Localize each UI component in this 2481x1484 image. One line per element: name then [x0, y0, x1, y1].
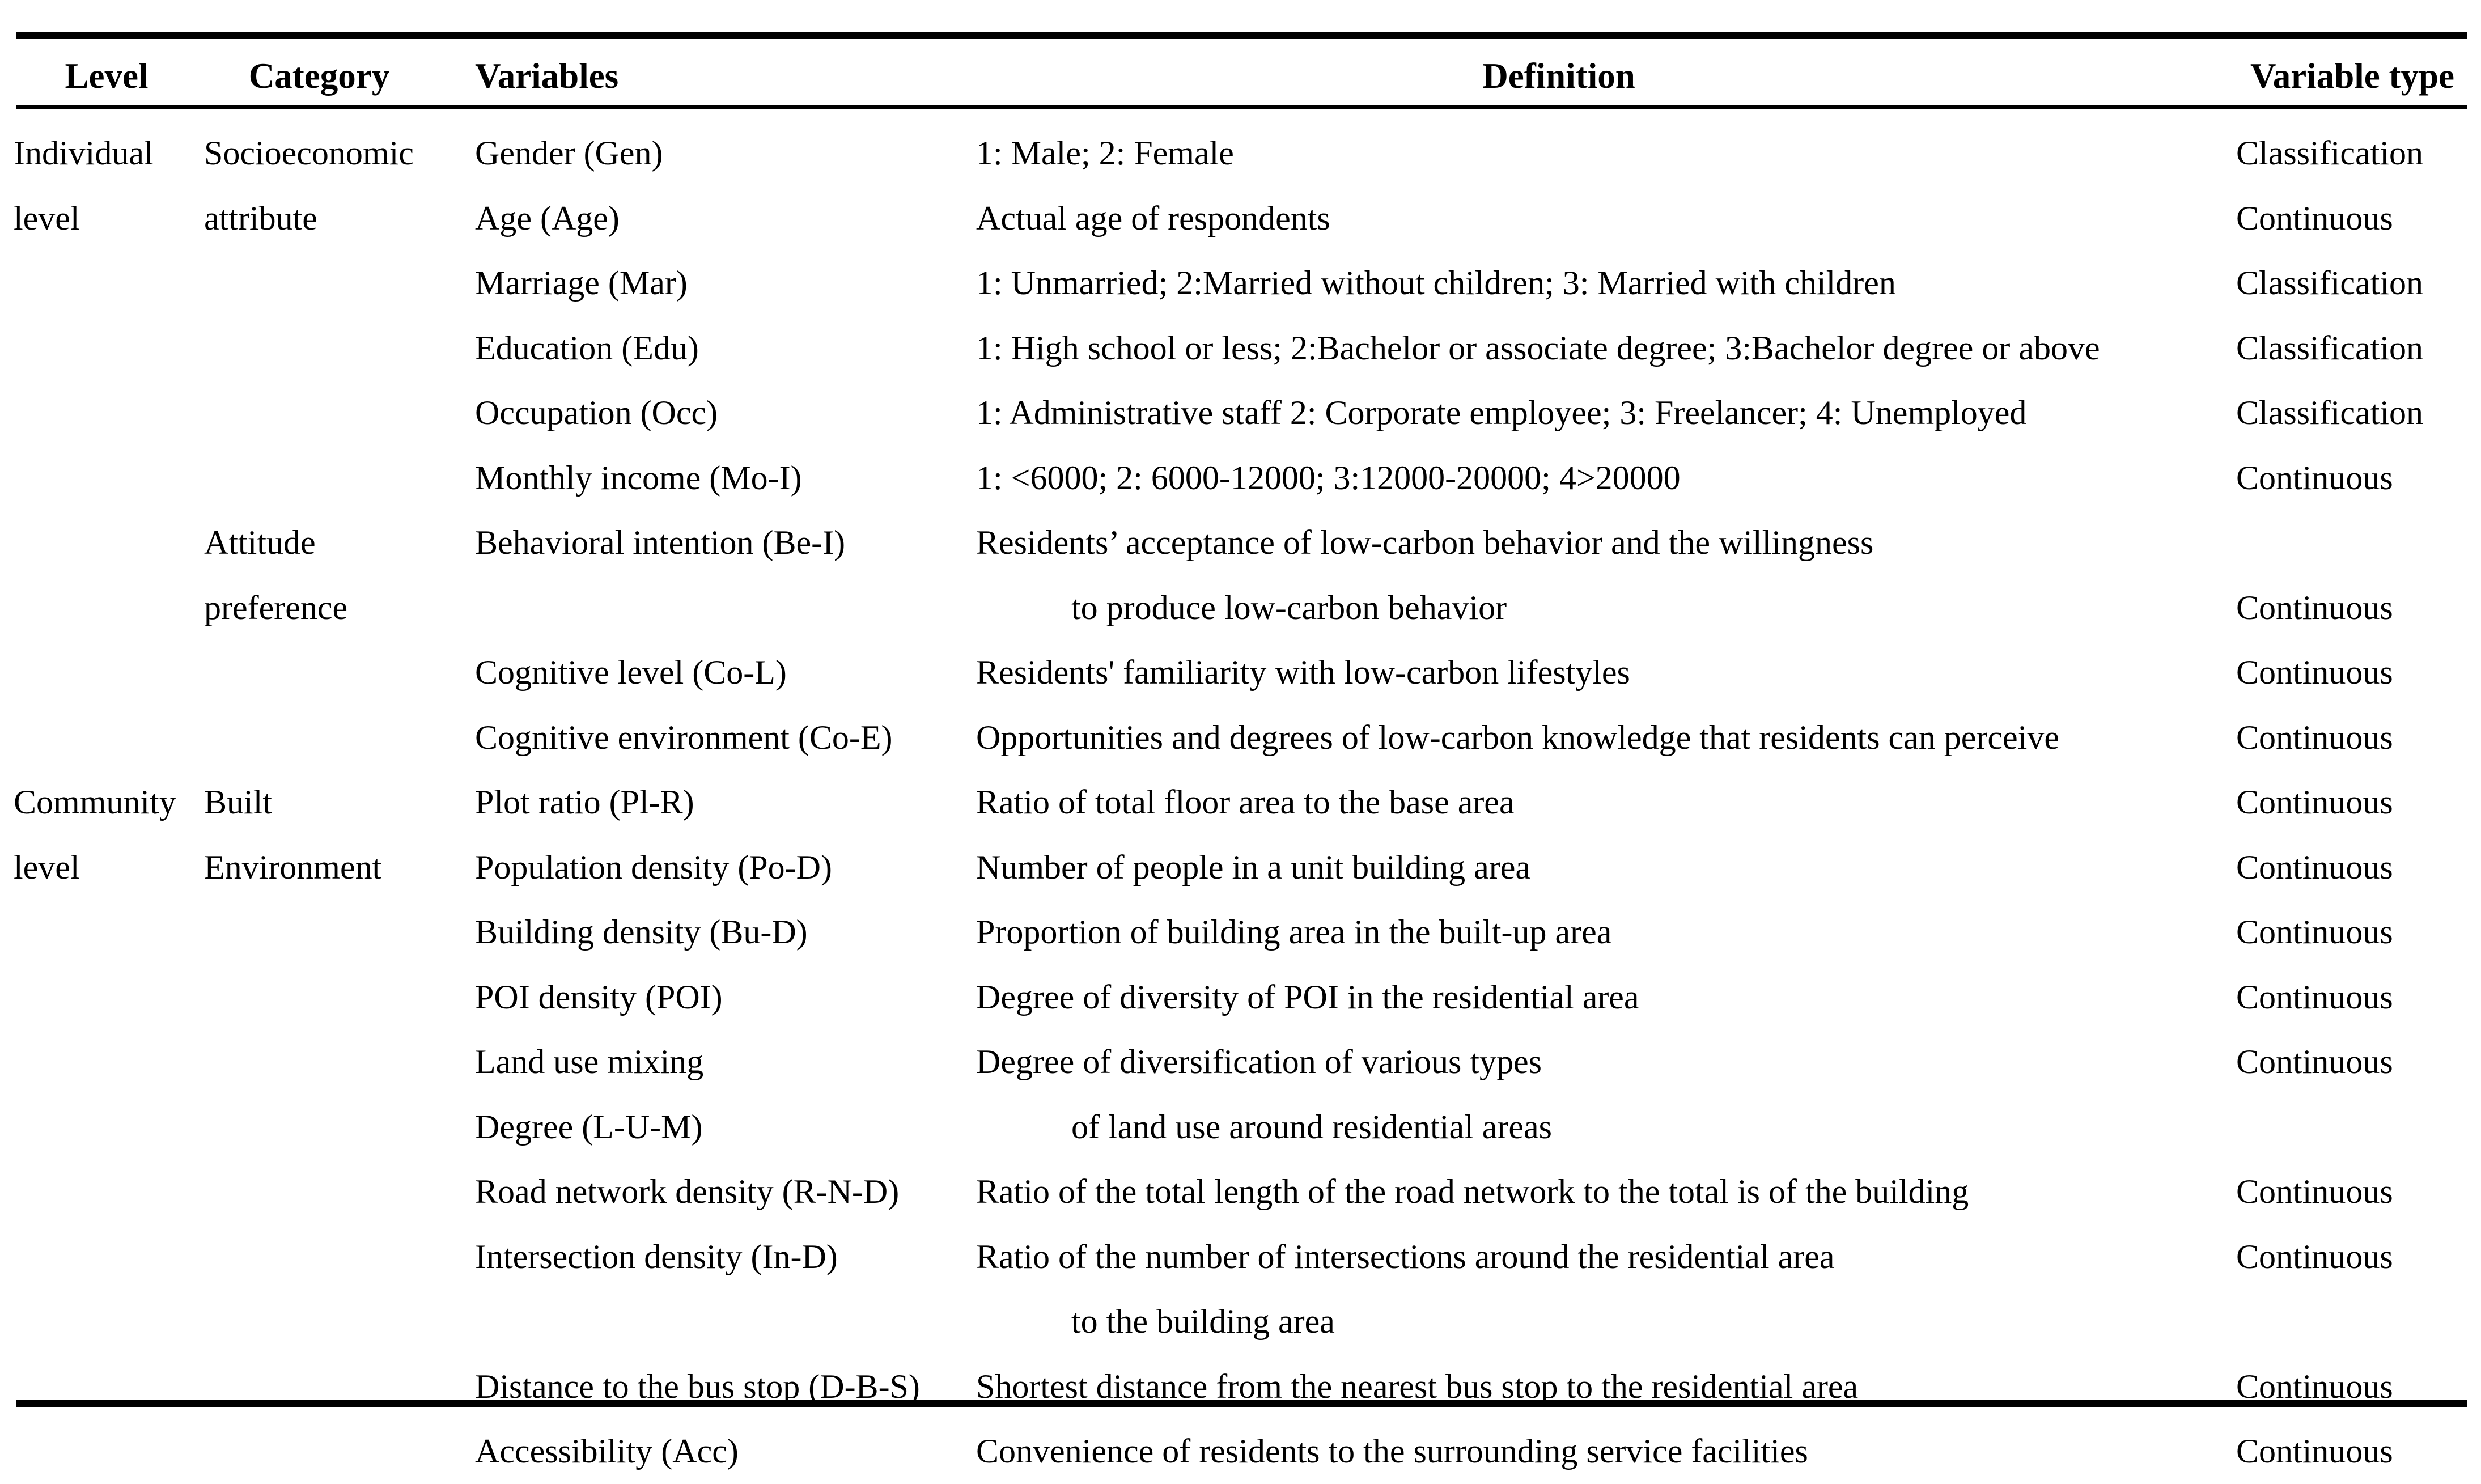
cell-category: Socioeconomic	[204, 134, 414, 172]
cell-variable: Age (Age)	[475, 199, 620, 237]
cell-category: attribute	[204, 199, 317, 237]
table-row	[0, 1029, 2481, 1095]
cell-definition: Residents’ acceptance of low-carbon behavior and the willingness	[976, 524, 1874, 561]
table-header-row	[0, 50, 2481, 102]
table-row	[0, 965, 2481, 1030]
table-row	[0, 835, 2481, 900]
cell-variable-type: Continuous	[2236, 978, 2393, 1016]
column-header-definition: Definition	[1482, 56, 1635, 96]
table-row	[0, 510, 2481, 575]
cell-category: Environment	[204, 848, 382, 886]
cell-definition: 1: High school or less; 2:Bachelor or associate degree; 3:Bachelor degree or above	[976, 329, 2100, 367]
cell-variable-type: Continuous	[2236, 588, 2393, 626]
column-header-variables: Variables	[475, 56, 619, 96]
cell-variable-type: Classification	[2236, 329, 2423, 367]
table-row	[0, 770, 2481, 835]
table-row	[0, 575, 2481, 641]
table-top-rule	[16, 32, 2467, 39]
cell-variable-type: Continuous	[2236, 783, 2393, 821]
cell-definition: Proportion of building area in the built-up area	[976, 913, 1612, 951]
cell-definition: Ratio of the total length of the road network to the total is of the building	[976, 1173, 1969, 1210]
cell-definition: Degree of diversity of POI in the residential area	[976, 978, 1639, 1016]
cell-variable: Plot ratio (Pl-R)	[475, 783, 694, 821]
cell-variable-type: Continuous	[2236, 718, 2393, 756]
cell-variable-type: Continuous	[2236, 199, 2393, 237]
cell-variable-type: Continuous	[2236, 1043, 2393, 1080]
table-body	[0, 121, 2481, 1484]
cell-variable: Building density (Bu-D)	[475, 913, 808, 951]
cell-level: level	[14, 848, 80, 886]
cell-definition: 1: Male; 2: Female	[976, 134, 1234, 172]
cell-variable: Land use mixing	[475, 1043, 704, 1080]
table-header-rule	[16, 105, 2467, 109]
table-row	[0, 1095, 2481, 1160]
cell-variable: Degree (L-U-M)	[475, 1108, 703, 1146]
cell-variable-type: Continuous	[2236, 1173, 2393, 1210]
cell-definition: Convenience of residents to the surrounding service facilities	[976, 1432, 1808, 1470]
cell-variable-type: Continuous	[2236, 1237, 2393, 1275]
cell-variable: Behavioral intention (Be-I)	[475, 524, 846, 561]
cell-category: Attitude	[204, 524, 316, 561]
cell-definition: Number of people in a unit building area	[976, 848, 1531, 886]
cell-variable: Road network density (R-N-D)	[475, 1173, 900, 1210]
cell-variable: POI density (POI)	[475, 978, 723, 1016]
cell-variable-type: Continuous	[2236, 1432, 2393, 1470]
cell-variable: Monthly income (Mo-I)	[475, 459, 802, 497]
cell-definition: 1: Unmarried; 2:Married without children; 3: Married with children	[976, 264, 1896, 302]
cell-variable-type: Classification	[2236, 394, 2423, 431]
cell-level: Individual	[14, 134, 154, 172]
table-row	[0, 900, 2481, 965]
cell-variable: Intersection density (In-D)	[475, 1237, 838, 1275]
table-row	[0, 1224, 2481, 1290]
cell-definition-continuation: to produce low-carbon behavior	[1071, 588, 1507, 626]
cell-category: Built	[204, 783, 273, 821]
cell-variable: Distance to the bus stop (D-B-S)	[475, 1367, 920, 1405]
cell-definition: Ratio of the number of intersections around the residential area	[976, 1237, 1835, 1275]
table-row	[0, 705, 2481, 770]
cell-variable-type: Continuous	[2236, 459, 2393, 497]
cell-definition: 1: <6000; 2: 6000-12000; 3:12000-20000; 4>20000	[976, 459, 1681, 497]
cell-variable: Education (Edu)	[475, 329, 699, 367]
table-row	[0, 380, 2481, 446]
column-header-variable-type: Variable type	[2250, 56, 2454, 96]
cell-variable-type: Classification	[2236, 264, 2423, 302]
cell-definition: 1: Administrative staff 2: Corporate employee; 3: Freelancer; 4: Unemployed	[976, 394, 2027, 431]
cell-definition: Residents' familiarity with low-carbon lifestyles	[976, 654, 1630, 691]
table-row	[0, 1289, 2481, 1354]
cell-variable: Occupation (Occ)	[475, 394, 718, 431]
cell-level: Community	[14, 783, 176, 821]
table-row	[0, 186, 2481, 251]
table-row	[0, 251, 2481, 316]
cell-definition: Actual age of respondents	[976, 199, 1330, 237]
cell-variable-type: Continuous	[2236, 1367, 2393, 1405]
cell-variable-type: Classification	[2236, 134, 2423, 172]
cell-definition: Degree of diversification of various types	[976, 1043, 1542, 1080]
cell-variable-type: Continuous	[2236, 848, 2393, 886]
column-header-level: Level	[65, 56, 149, 96]
cell-variable: Cognitive level (Co-L)	[475, 654, 787, 691]
cell-level: level	[14, 199, 80, 237]
cell-definition-continuation: of land use around residential areas	[1071, 1108, 1552, 1146]
table-row	[0, 316, 2481, 381]
table-row	[0, 640, 2481, 705]
table-row	[0, 1419, 2481, 1484]
table-row	[0, 121, 2481, 186]
cell-variable: Gender (Gen)	[475, 134, 663, 172]
cell-variable-type: Continuous	[2236, 913, 2393, 951]
cell-category: preference	[204, 588, 348, 626]
cell-definition: Shortest distance from the nearest bus stop to the residential area	[976, 1367, 1859, 1405]
cell-variable: Cognitive environment (Co-E)	[475, 718, 893, 756]
cell-variable: Population density (Po-D)	[475, 848, 832, 886]
cell-variable-type: Continuous	[2236, 654, 2393, 691]
cell-definition: Ratio of total floor area to the base area	[976, 783, 1515, 821]
cell-definition: Opportunities and degrees of low-carbon knowledge that residents can perceive	[976, 718, 2059, 756]
table-row	[0, 1159, 2481, 1224]
table-row	[0, 446, 2481, 511]
cell-definition-continuation: to the building area	[1071, 1303, 1335, 1340]
table-row	[0, 1354, 2481, 1419]
column-header-category: Category	[248, 56, 390, 96]
cell-variable: Accessibility (Acc)	[475, 1432, 739, 1470]
cell-variable: Marriage (Mar)	[475, 264, 688, 302]
